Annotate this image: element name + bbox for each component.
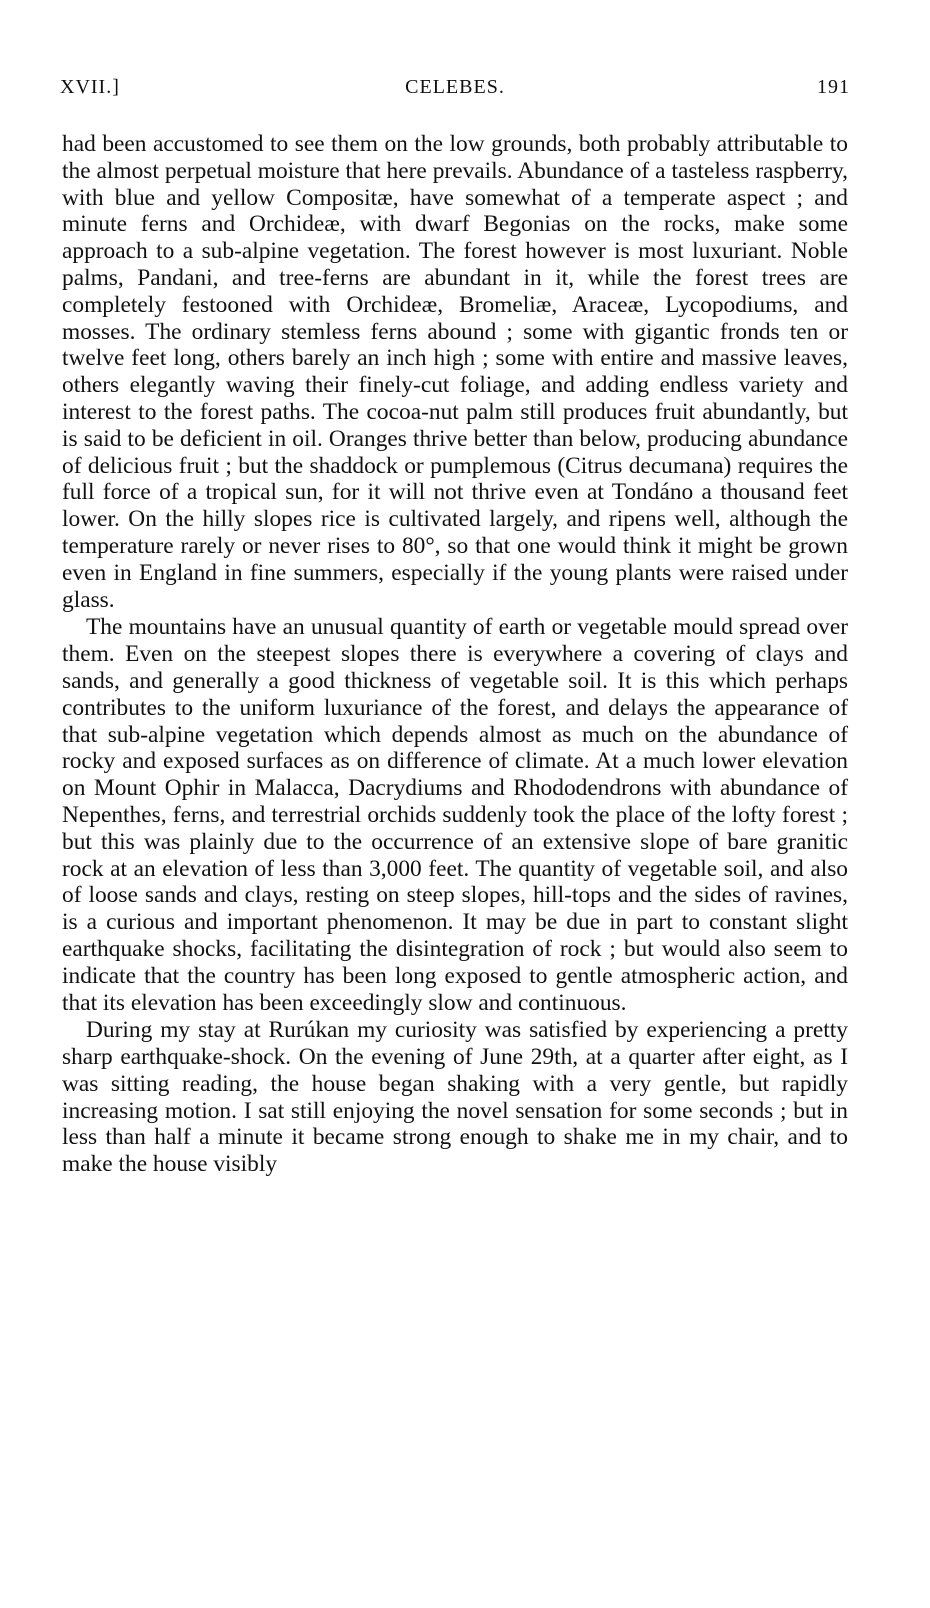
chapter-number: XVII.] <box>60 76 120 98</box>
running-head <box>60 76 850 102</box>
running-title: CELEBES. <box>405 76 505 98</box>
paragraph-continued: had been accustomed to see them on the low grounds, both probably attributable to the almost perpetual moisture that here prevails. Abundance of a tasteless raspberry, with blue and yellow Compositæ, have somewhat of a temperate aspect ; and minute ferns and Orchideæ, with dwarf Begonias on the rocks, make some approach to a sub-alpine vegetation. The forest however is most luxuriant. Noble palms, Pandani, and tree-ferns are abundant in it, while the forest trees are completely festooned with Orchideæ, Bromeliæ, Araceæ, Lycopodiums, and mosses. The ordinary stemless ferns abound ; some with gigantic fronds ten or twelve feet long, others barely an inch high ; some with entire and massive leaves, others elegantly waving their finely-cut foliage, and adding endless variety and interest to the forest paths. The cocoa-nut palm still produces fruit abundantly, but is said to be deficient in oil. Oranges thrive better than below, producing abundance of delicious fruit ; but the shaddock or pumplemous (Citrus decumana) requires the full force of a tropical sun, for it will not thrive even at Tondáno a thousand feet lower. On the hilly slopes rice is cultivated largely, and ripens well, although the temperature rarely or never rises to 80°, so that one would think it might be grown even in England in fine summers, especially if the young plants were raised under glass. <box>62 131 848 613</box>
paragraph: The mountains have an unusual quantity of earth or vegetable mould spread over them. Even on the steepest slopes there is everywhere a covering of clays and sands, and generally a good thickness of vegetable soil. It is this which perhaps contributes to the uniform luxuriance of the forest, and delays the appearance of that sub-alpine vegetation which depends almost as much on the abundance of rocky and exposed surfaces as on difference of climate. At a much lower elevation on Mount Ophir in Malacca, Dacrydiums and Rhododendrons with abundance of Nepenthes, ferns, and terrestrial orchids suddenly took the place of the lofty forest ; but this was plainly due to the occurrence of an extensive slope of bare granitic rock at an elevation of less than 3,000 feet. The quantity of vegetable soil, and also of loose sands and clays, resting on steep slopes, hill-tops and the sides of ravines, is a curious and important phenomenon. It may be due in part to constant slight earthquake shocks, facilitating the disintegration of rock ; but would also seem to indicate that the country has been long exposed to gentle atmospheric action, and that its elevation has been exceedingly slow and continuous. <box>62 614 848 1016</box>
paragraph: During my stay at Rurúkan my curiosity was satisfied by experiencing a pretty sharp earthquake-shock. On the evening of June 29th, at a quarter after eight, as I was sitting reading, the house began shaking with a very gentle, but rapidly increasing motion. I sat still enjoying the novel sensation for some seconds ; but in less than half a minute it became strong enough to shake me in my chair, and to make the house visibly <box>62 1017 848 1178</box>
page-number: 191 <box>817 76 850 98</box>
body-text <box>62 131 848 1178</box>
